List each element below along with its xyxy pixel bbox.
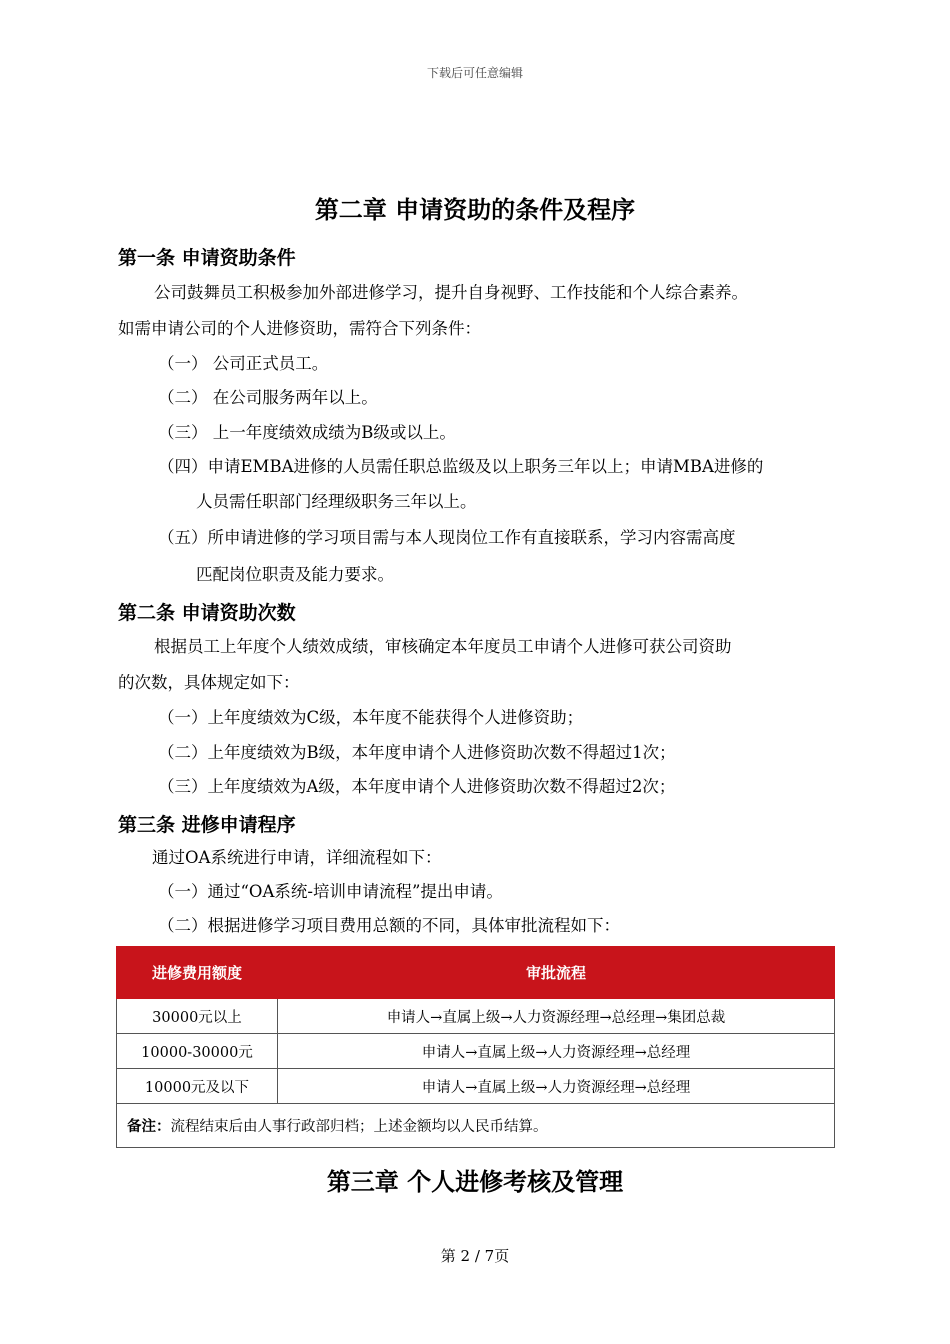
article-1-title: 第一条 申请资助条件 [118,247,296,269]
article-1-item-1: （一） 公司正式员工。 [158,354,329,373]
article-3-item-2: （二）根据进修学习项目费用总额的不同，具体审批流程如下： [158,916,620,935]
article-2-item-3: （三）上年度绩效为A级，本年度申请个人进修资助次数不得超过2次； [158,777,676,796]
article-1-item-4: （四）申请EMBA进修的人员需任职总监级及以上职务三年以上；申请MBA进修的 [158,457,764,476]
article-1-item-3: （三） 上一年度绩效成绩为B级或以上。 [158,423,456,442]
table-row [117,1034,835,1069]
article-2-title: 第二条 申请资助次数 [118,602,296,624]
header-cost-range: 进修费用额度 [117,947,278,999]
cell-approval-flow: 申请人→直属上级→人力资源经理→总经理→集团总裁 [278,999,835,1034]
article-1-item-2: （二） 在公司服务两年以上。 [158,388,378,407]
article-1-item-5: （五）所申请进修的学习项目需与本人现岗位工作有直接联系，学习内容需高度 [158,528,736,547]
table-note-row [117,1104,835,1148]
article-1-item-5-cont: 匹配岗位职责及能力要求。 [196,565,394,584]
article-3-title: 第三条 进修申请程序 [118,814,296,836]
page-number: 第 2 / 7页 [440,1247,510,1265]
approval-flow-table [116,946,835,1148]
chapter-2-title: 第二章 申请资助的条件及程序 [314,196,636,224]
article-2-item-1: （一）上年度绩效为C级，本年度不能获得个人进修资助； [158,708,584,727]
article-1-item-4-cont: 人员需任职部门经理级职务三年以上。 [196,492,477,511]
article-3-intro: 通过OA系统进行申请，详细流程如下： [152,848,442,867]
article-2-item-2: （二）上年度绩效为B级，本年度申请个人进修资助次数不得超过1次； [158,743,676,762]
table-row [117,999,835,1034]
chapter-3-title: 第三章 个人进修考核及管理 [326,1168,624,1196]
article-2-intro-line-1: 根据员工上年度个人绩效成绩，审核确定本年度员工申请个人进修可获公司资助 [154,637,732,656]
table-row [117,1069,835,1104]
table-note [117,1104,835,1148]
cell-cost-range: 10000元及以下 [117,1069,278,1104]
cell-approval-flow: 申请人→直属上级→人力资源经理→总经理 [278,1069,835,1104]
article-3-item-1: （一）通过“OA系统-培训申请流程”提出申请。 [158,882,503,901]
note-text: 流程结束后由人事行政部归档；上述金额均以人民币结算。 [170,1119,548,1135]
note-label: 备注： [127,1118,171,1135]
table-header-row [117,947,835,999]
cell-cost-range: 30000元以上 [117,999,278,1034]
header-approval-flow: 审批流程 [278,947,835,999]
article-2-intro-line-2: 的次数，具体规定如下： [118,673,300,692]
article-1-intro-line-1: 公司鼓舞员工积极参加外部进修学习，提升自身视野、工作技能和个人综合素养。 [154,283,748,302]
cell-approval-flow: 申请人→直属上级→人力资源经理→总经理 [278,1034,835,1069]
header-note: 下载后可任意编辑 [426,66,523,80]
cell-cost-range: 10000-30000元 [117,1034,278,1069]
article-1-intro-line-2: 如需申请公司的个人进修资助，需符合下列条件： [118,319,481,338]
